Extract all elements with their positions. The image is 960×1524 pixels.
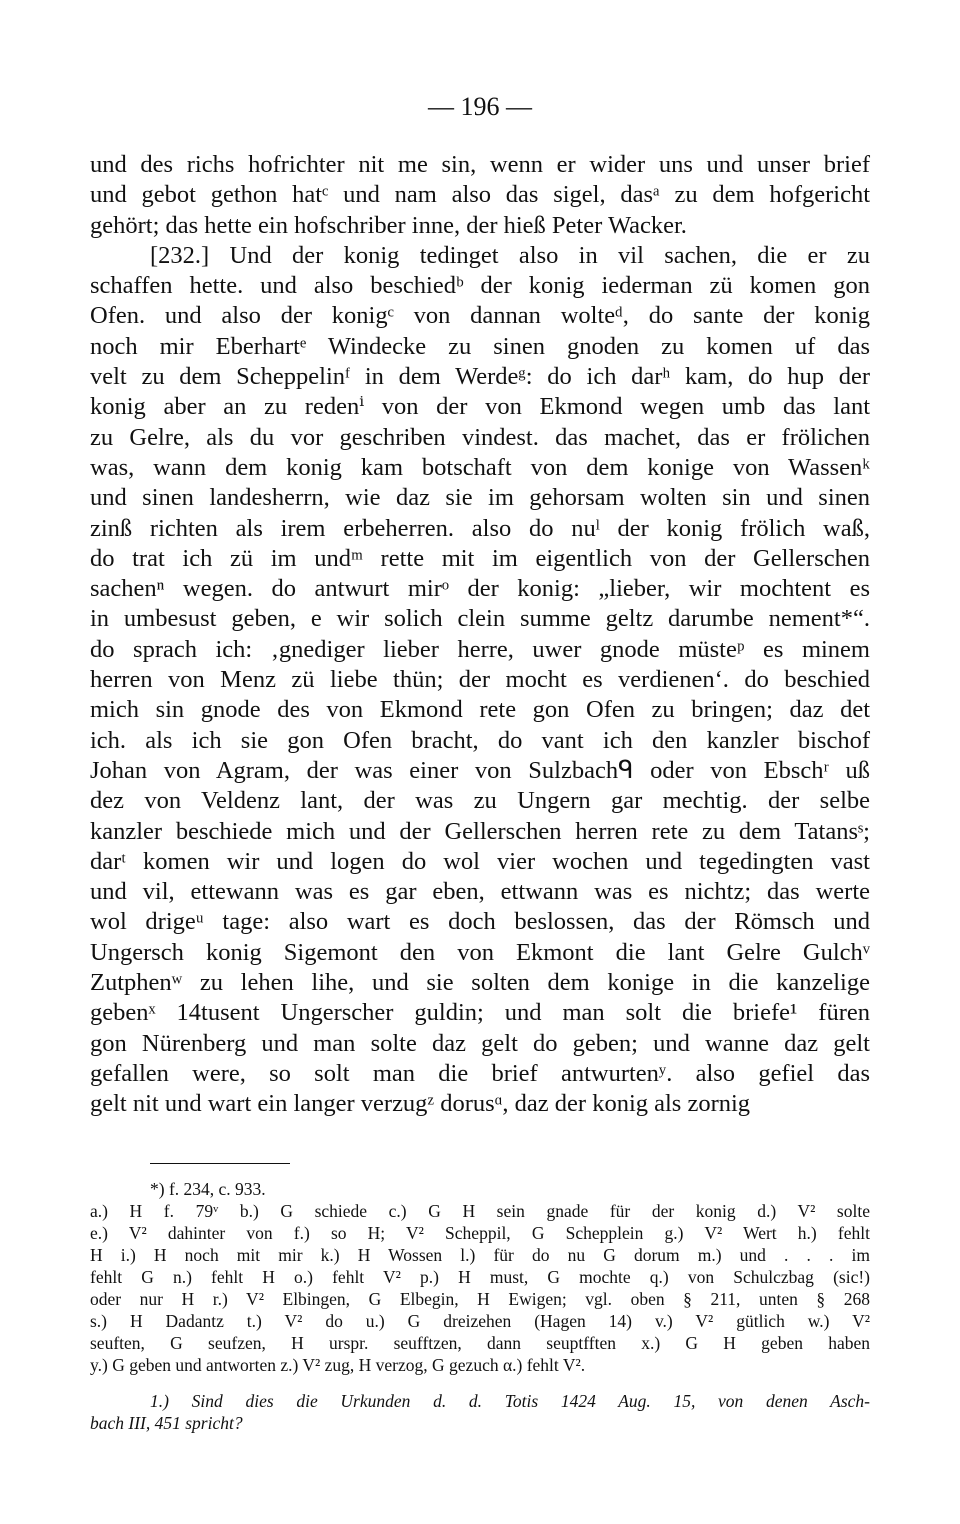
text-line: velt zu dem Scheppelinᶠ in dem Werdeᵍ: do ich darʰ kam, do hup der: [90, 363, 870, 391]
text-line: zu Gelre, als du vor geschriben vindest. das machet, das er frölichen: [90, 423, 870, 451]
text-line: herren von Menz zü liebe thün; der mocht es verdienen‘. do beschied: [90, 666, 870, 694]
explanatory-notes: [90, 1390, 870, 1434]
text-line: und vil, ettewann was es gar eben, ettwann was es nichtz; das werte: [90, 878, 870, 906]
text-line: in umbesust geben, e wir solich clein summe geltz darumbe nement*“.: [90, 605, 870, 633]
text-line: Johan von Agram, der was einer von Sulzbachᑫ oder von Ebschʳ uß: [90, 756, 870, 784]
text-line: gon Nürenberg und man solte daz gelt do geben; und wanne daz gelt: [90, 1029, 870, 1057]
text-line: Ungersch konig Sigemont den von Ekmont die lant Gelre Gulchᵛ: [90, 938, 870, 966]
text-line: kanzler beschiede mich und der Gellerschen herren rete zu dem Tatansˢ;: [90, 817, 870, 845]
footnote-line: fehlt G n.) fehlt H o.) fehlt V² p.) H must, G mochte q.) von Schulczbag (sic!): [90, 1267, 870, 1287]
text-line: do sprach ich: ‚gnediger lieber herre, uwer gnode müsteᵖ es minem: [90, 635, 870, 663]
footnote-line: y.) G geben und antworten z.) V² zug, H verzog, G gezuch α.) fehlt V².: [90, 1355, 586, 1375]
text-line: Zutphenʷ zu lehen lihe, und sie solten dem konige in die kanzelige: [90, 969, 870, 997]
text-line: gelt nit und wart ein langer verzugᶻ dorusᵅ, daz der konig als zornig: [90, 1090, 751, 1118]
text-line: was, wann dem konig kam botschaft von dem konige von Wassenᵏ: [90, 453, 870, 481]
footnote-line: e.) V² dahinter von f.) so H; V² Scheppil, G Schepplein g.) V² Wert h.) fehlt: [90, 1223, 870, 1243]
note-line: 1.) Sind dies die Urkunden d. d. Totis 1424 Aug. 15, von denen Asch-: [150, 1391, 870, 1411]
footnote-line: a.) H f. 79ᵛ b.) G schiede c.) G H sein gnade für der konig d.) V² solte: [90, 1201, 870, 1221]
text-line: noch mir Eberhartᵉ Windecke zu sinen gnoden zu komen uf das: [90, 332, 870, 360]
text-line: gefallen were, so solt man die brief antwurtenʸ. also gefiel das: [90, 1059, 870, 1087]
text-line: konig aber an zu redenⁱ von der von Ekmond wegen umb das lant: [90, 393, 870, 421]
footnote-divider: [150, 1163, 290, 1164]
note-line: bach III, 451 spricht?: [90, 1413, 243, 1433]
text-line: und gebot gethon hatᶜ und nam also das sigel, dasᵃ zu dem hofgericht: [90, 181, 870, 209]
text-line: mich sin gnode des von Ekmond rete gon Ofen zu bringen; daz det: [90, 696, 870, 724]
text-line: zinß richten als irem erbeherren. also do nuˡ der konig frölich waß,: [90, 514, 870, 542]
text-line: [232.] Und der konig tedinget also in vil sachen, die er zu: [150, 241, 870, 269]
critical-apparatus: [90, 1200, 870, 1376]
text-line: gehört; das hette ein hofschriber inne, der hieß Peter Wacker.: [90, 211, 687, 239]
text-line: darᵗ komen wir und logen do wol vier wochen und tegedingten vast: [90, 847, 870, 875]
text-line: do trat ich zü im undᵐ rette mit im eigentlich von der Gellerschen: [90, 544, 870, 572]
text-line: sachenⁿ wegen. do antwurt mirᵒ der konig: „lieber, wir mochtent es: [90, 575, 870, 603]
text-line: dez von Veldenz lant, der was zu Ungern gar mechtig. der selbe: [90, 787, 870, 815]
text-line: gebenˣ 14tusent Ungerscher guldin; und man solt die briefe¹ füren: [90, 999, 870, 1027]
text-line: und des richs hofrichter nit me sin, wenn er wider uns und unser brief: [90, 151, 870, 178]
page-number: — 196 —: [428, 92, 532, 121]
text-line: ich. als ich sie gon Ofen bracht, do vant ich den kanzler bischof: [90, 726, 870, 754]
footnote-line: s.) H Dadantz t.) V² do u.) G dreizehen (Hagen 14) v.) V² gütlich w.) V²: [90, 1311, 870, 1331]
main-text: [90, 150, 870, 1120]
footnote-star: *) f. 234, c. 933.: [150, 1179, 266, 1199]
text-line: Ofen. und also der konigᶜ von dannan wolteᵈ, do sante der konig: [90, 302, 870, 330]
text-line: und sinen landesherrn, wie daz sie im gehorsam wolten sin und sinen: [90, 484, 870, 512]
footnote-line: seuften, G seufzen, H urspr. seufftzen, dann seuptfften x.) G H geben haben: [90, 1333, 870, 1353]
footnote-gap: [90, 1376, 870, 1390]
text-line: schaffen hette. und also beschiedᵇ der konig iederman zü komen gon: [90, 272, 870, 300]
text-line: wol drigeᵘ tage: also wart es doch beslossen, das der Römsch und: [90, 908, 870, 936]
footnote-line: oder nur H r.) V² Elbingen, G Elbegin, H Ewigen; vgl. oben § 211, unten § 268: [90, 1289, 870, 1309]
footnote-line: H i.) H noch mit mir k.) H Wossen l.) für do nu G dorum m.) und . . . im: [90, 1245, 870, 1265]
footnotes: [90, 1178, 870, 1434]
